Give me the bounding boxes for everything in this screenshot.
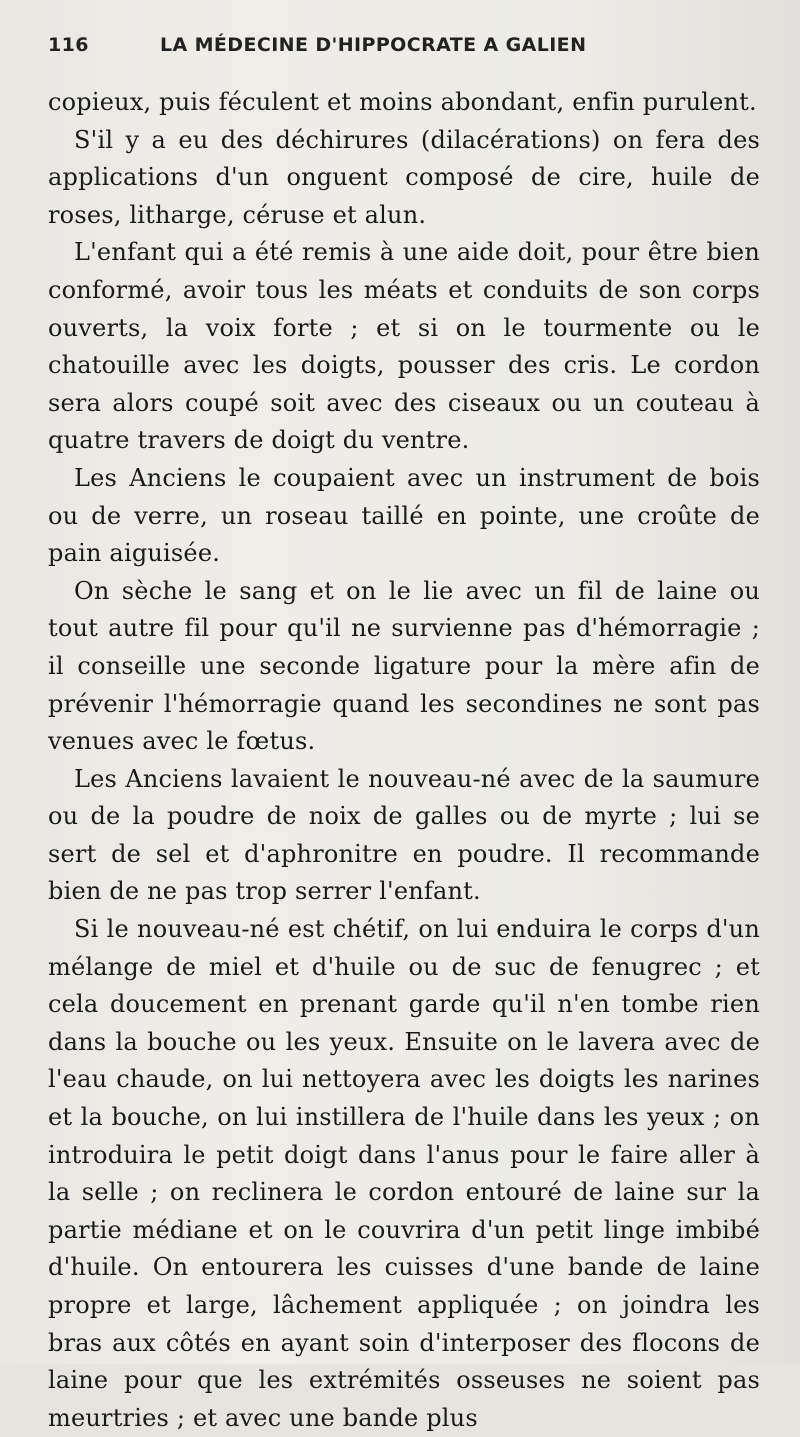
paragraph: Les Anciens lavaient le nouveau-né avec de la saumure ou de la poudre de noix de galles ou de myrte ; lui se sert de sel et d'aphronitre en poudre. Il recommande bien de ne pas trop serrer l'enfant. — [48, 764, 760, 906]
paragraph: L'enfant qui a été remis à une aide doit, pour être bien conformé, avoir tous les méats et conduits de son corps ouverts, la voix forte ; et si on le tourmente ou le chatouille avec les doigts, pousser des cris. Le cordon sera alors coupé soit avec des ciseaux ou un couteau à quatre travers de doigt du ventre. — [48, 238, 760, 455]
paragraph: S'il y a eu des déchirures (dilacérations) on fera des applications d'un onguent composé de cire, huile de roses, litharge, céruse et alun. — [48, 125, 760, 229]
paragraph: copieux, puis féculent et moins abondant, enfin purulent. — [48, 88, 757, 116]
page-number: 116 — [48, 34, 89, 56]
paragraph: On sèche le sang et on le lie avec un fil de laine ou tout autre fil pour qu'il ne survienne pas d'hémorragie ; il conseille une seconde ligature pour la mère afin de prévenir l'hémorragie quand les secondines ne sont pas venues avec le fœtus. — [48, 576, 760, 756]
paragraph: Si le nouveau-né est chétif, on lui enduira le corps d'un mélange de miel et d'huile ou de suc de fenugrec ; et cela doucement en prenant garde qu'il n'en tombe rien dans la bouche ou les yeux. Ensuite on le lavera avec de l'eau chaude, on lui nettoyera avec les doigts les narines et la bouche, on lui instillera de l'huile dans les yeux ; on introduira le petit doigt dans l'anus pour le faire aller à la selle ; on reclinera le cordon entouré de laine sur la partie médiane et on le couvrira d'un petit linge imbibé d'huile. On entourera les cuisses d'une bande de laine propre et large, lâchement appliquée ; on joindra les bras aux côtés en ayant soin d'interposer des flocons de laine pour que les extrémités osseuses ne soient pas meurtries ; et avec une bande plus — [48, 915, 760, 1432]
running-title: LA MÉDECINE D'HIPPOCRATE A GALIEN — [160, 34, 587, 56]
paragraph: Les Anciens le coupaient avec un instrument de bois ou de verre, un roseau taillé en pointe, une croûte de pain aiguisée. — [48, 463, 760, 568]
running-head — [48, 34, 760, 74]
body-text — [48, 84, 760, 1437]
